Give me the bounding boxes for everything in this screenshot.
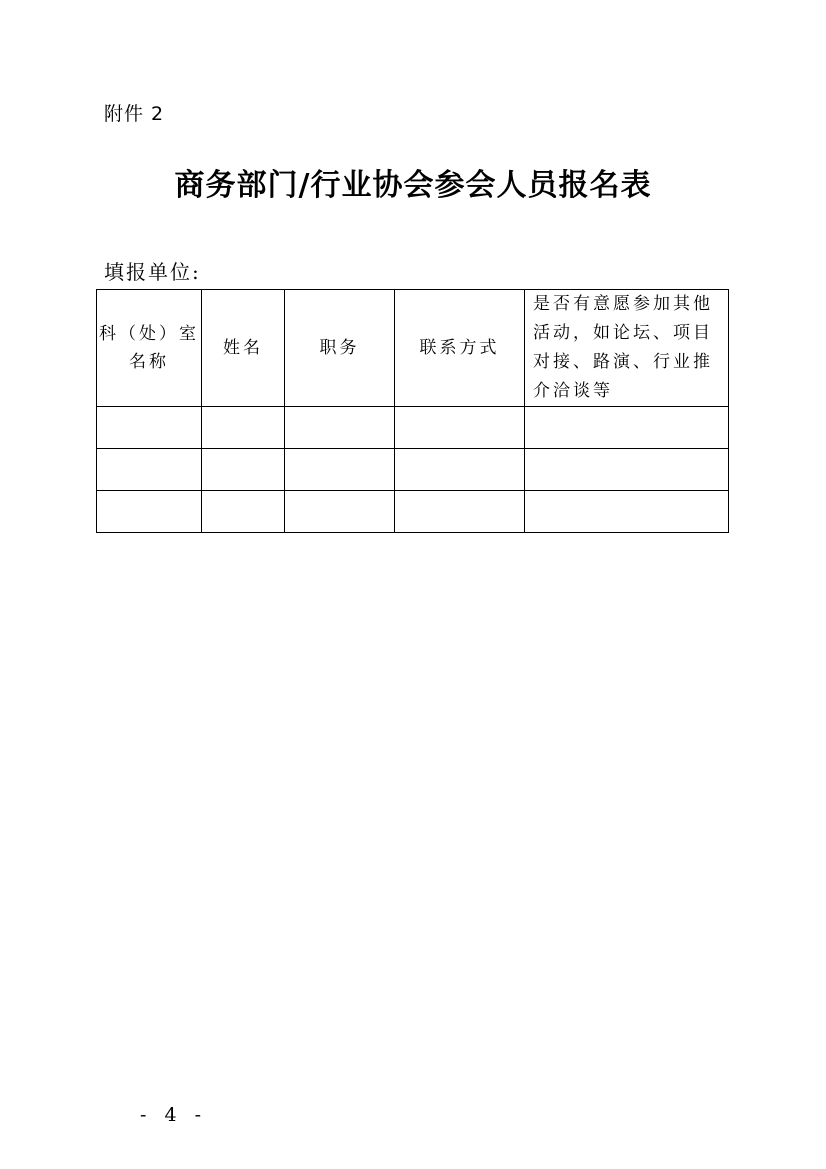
cell-position[interactable]: [285, 449, 395, 491]
cell-other-activities[interactable]: [525, 491, 729, 533]
cell-department-name[interactable]: [97, 449, 202, 491]
document-title: 商务部门/行业协会参会人员报名表: [174, 168, 652, 203]
cell-name[interactable]: [202, 449, 285, 491]
cell-name[interactable]: [202, 407, 285, 449]
cell-position[interactable]: [285, 407, 395, 449]
table-row: [97, 449, 729, 491]
header-position: 职务: [285, 290, 395, 407]
cell-department-name[interactable]: [97, 407, 202, 449]
registration-table: [96, 289, 729, 533]
attachment-label: 附件 2: [104, 103, 165, 125]
cell-department-name[interactable]: [97, 491, 202, 533]
page-number: - 4 -: [140, 1104, 208, 1126]
cell-contact[interactable]: [395, 449, 525, 491]
table-header-row: [97, 290, 729, 407]
cell-contact[interactable]: [395, 491, 525, 533]
reporting-unit-label: 填报单位:: [104, 260, 201, 284]
cell-contact[interactable]: [395, 407, 525, 449]
header-other-activities: 是否有意愿参加其他活动，如论坛、项目对接、路演、行业推介洽谈等: [525, 290, 729, 407]
cell-other-activities[interactable]: [525, 449, 729, 491]
table-row: [97, 491, 729, 533]
header-contact: 联系方式: [395, 290, 525, 407]
cell-position[interactable]: [285, 491, 395, 533]
cell-other-activities[interactable]: [525, 407, 729, 449]
table-row: [97, 407, 729, 449]
cell-name[interactable]: [202, 491, 285, 533]
header-name: 姓名: [202, 290, 285, 407]
header-department-name: 科（处）室名称: [97, 290, 202, 407]
